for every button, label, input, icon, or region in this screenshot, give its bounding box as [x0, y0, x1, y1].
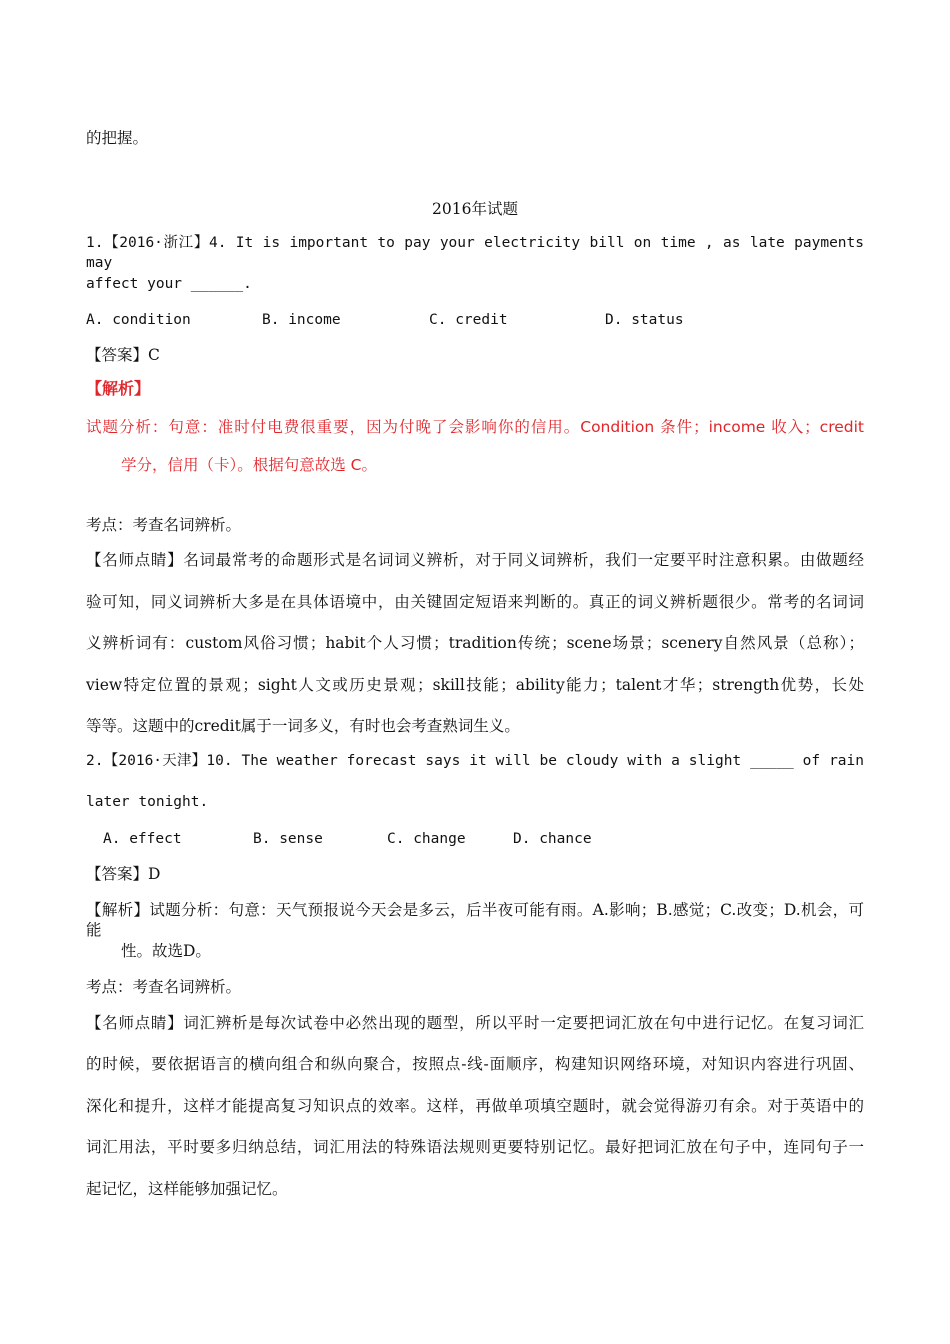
- q1-kaodian: 考点：考查名词辨析。: [86, 516, 242, 534]
- q2-tip-line5: 起记忆，这样能够加强记忆。: [86, 1180, 288, 1198]
- q2-kaodian: 考点：考查名词辨析。: [86, 978, 242, 996]
- q1-stem-line2: affect your ______.: [86, 276, 252, 292]
- q1-options: [0, 310, 950, 330]
- q2-option-c: C. change: [387, 831, 466, 847]
- q2-tip-line1: 【名师点睛】词汇辨析是每次试卷中必然出现的题型，所以平时一定要把词汇放在句中进行记忆。在复习词汇: [86, 1014, 864, 1032]
- q1-option-b: B. income: [262, 312, 341, 328]
- q2-stem-line2: later tonight.: [86, 794, 209, 810]
- q1-option-a: A. condition: [86, 312, 191, 328]
- q2-option-b: B. sense: [253, 831, 323, 847]
- q1-tip-line3: 义辨析词有：custom风俗习惯；habit个人习惯；tradition传统；scene场景；scenery自然风景（总称）；: [86, 634, 864, 652]
- q2-tip-line2: 的时候，要依据语言的横向组合和纵向聚合，按照点-线-面顺序，构建知识网络环境，对知识内容进行巩固、: [86, 1055, 864, 1073]
- q1-analysis-label: 【解析】: [86, 379, 151, 398]
- section-title: 2016年试题: [432, 200, 518, 218]
- q2-analysis-line2: 性。故选D。: [121, 942, 211, 960]
- q1-tip-line1: 【名师点睛】名词最常考的命题形式是名词词义辨析，对于同义词辨析，我们一定要平时注意积累。由做题经: [86, 551, 864, 569]
- q1-tip-line5: 等等。这题中的credit属于一词多义，有时也会考查熟词生义。: [86, 717, 520, 735]
- q1-tip-line2: 验可知，同义词辨析大多是在具体语境中，由关键固定短语来判断的。真正的词义辨析题很少。常考的名词词: [86, 593, 864, 611]
- q1-tip-line4: view特定位置的景观；sight人文或历史景观；skill技能；ability能力；talent才华；strength优势，长处: [86, 676, 864, 694]
- q1-option-c: C. credit: [429, 312, 508, 328]
- q2-answer: 【答案】D: [86, 865, 161, 883]
- q2-tip-line4: 词汇用法，平时要多归纳总结，词汇用法的特殊语法规则更要特别记忆。最好把词汇放在句子中，连同句子一: [86, 1138, 864, 1156]
- q1-stem-line1: 1.【2016·浙江】4. It is important to pay your electricity bill on time , as late payments may: [86, 235, 864, 271]
- q2-option-d: D. chance: [513, 831, 592, 847]
- q1-option-d: D. status: [605, 312, 684, 328]
- intro-tail-text: 的把握。: [86, 129, 149, 147]
- q2-option-a: A. effect: [103, 831, 182, 847]
- q2-stem-line1: 2.【2016·天津】10. The weather forecast says it will be cloudy with a slight _____ of rain: [86, 753, 864, 769]
- q1-analysis-line2: 学分，信用（卡）。根据句意故选 C。: [121, 456, 378, 474]
- q1-analysis-line1: 试题分析：句意：准时付电费很重要，因为付晚了会影响你的信用。Condition 条件；income 收入；credit: [86, 418, 864, 436]
- q2-options: [0, 829, 950, 849]
- q2-tip-line3: 深化和提升，这样才能提高复习知识点的效率。这样，再做单项填空题时，就会觉得游刃有余。对于英语中的: [86, 1097, 864, 1115]
- q1-answer: 【答案】C: [86, 346, 160, 364]
- q2-analysis-line1: 【解析】试题分析：句意：天气预报说今天会是多云，后半夜可能有雨。A.影响；B.感觉；C.改变；D.机会，可能: [86, 901, 864, 939]
